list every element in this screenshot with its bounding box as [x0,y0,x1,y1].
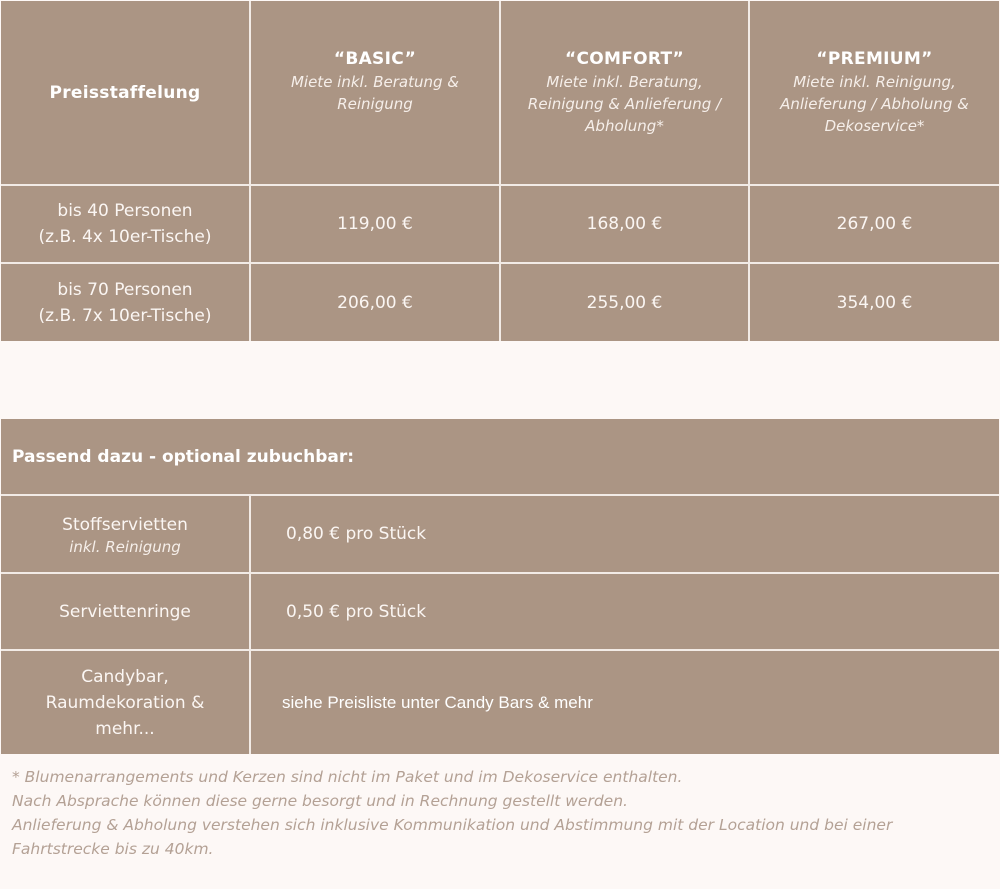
price-value: 354,00 € [836,292,913,313]
header-comfort-cell [501,1,750,186]
addon-label-line: mehr... [95,718,155,739]
footnote-line: Anlieferung & Abholung verstehen sich inklusive Kommunikation und Abstimmung mit der Location und bei einer Fahrtstrecke bis zu 40km. [12,816,893,858]
price-cell [750,186,999,264]
addon-label-cell [1,574,251,651]
table-row-label [1,186,251,264]
row-label-line1: bis 40 Personen [57,201,193,221]
basic-title: “BASIC” [333,49,417,69]
addons-heading: Passend dazu - optional zubuchbar: [12,446,355,467]
price-value: 168,00 € [586,214,663,234]
addon-price: 0,80 € pro Stück [286,524,427,544]
price-cell [501,264,750,341]
price-value: 119,00 € [337,214,413,234]
price-value: 255,00 € [586,292,663,313]
basic-subtitle: Miete inkl. Beratung & Reinigung [290,73,460,113]
price-cell [750,264,999,341]
addon-price: 0,50 € pro Stück [286,601,427,622]
footnote-line: * Blumenarrangements und Kerzen sind nicht im Paket und im Dekoservice enthalten. [12,768,683,786]
addon-label-line: Candybar, [81,666,169,687]
row-label-line1: bis 70 Personen [57,279,193,300]
comfort-subtitle: Miete inkl. Beratung, Reinigung & Anlieferung / Abholung* [527,73,722,135]
header-basic-cell [251,1,501,186]
price-value: 267,00 € [836,214,913,234]
addon-price-cell [251,574,999,651]
addon-label-cell [1,496,251,574]
table-row-label [1,264,251,341]
addon-label-cell [1,651,251,754]
addon-price-cell [251,496,999,574]
pricing-table-title: Preisstaffelung [49,82,201,103]
header-premium-cell [750,1,999,186]
footnotes [12,765,987,861]
premium-subtitle: Miete inkl. Reinigung, Anlieferung / Abholung & Dekoservice* [780,73,969,135]
footnote-line: Nach Absprache können diese gerne besorgt und in Rechnung gestellt werden. [12,792,628,810]
price-cell [251,264,501,341]
comfort-title: “COMFORT” [565,49,684,69]
row-label-line2: (z.B. 4x 10er-Tische) [38,227,212,247]
addon-label-line: Raumdekoration & [45,692,205,713]
row-label-line2: (z.B. 7x 10er-Tische) [38,305,212,326]
premium-title: “PREMIUM” [816,49,933,69]
price-value: 206,00 € [337,292,413,313]
header-corner-cell [1,1,251,186]
addon-price-cell [251,651,999,754]
price-cell [251,186,501,264]
addon-price-link-text: siehe Preisliste unter Candy Bars & mehr [282,692,593,712]
addon-label: Serviettenringe [59,601,191,622]
addon-label: Stoffservietten [62,515,188,535]
addons-heading-cell [1,419,999,496]
addon-sublabel: inkl. Reinigung [69,538,181,556]
price-cell [501,186,750,264]
